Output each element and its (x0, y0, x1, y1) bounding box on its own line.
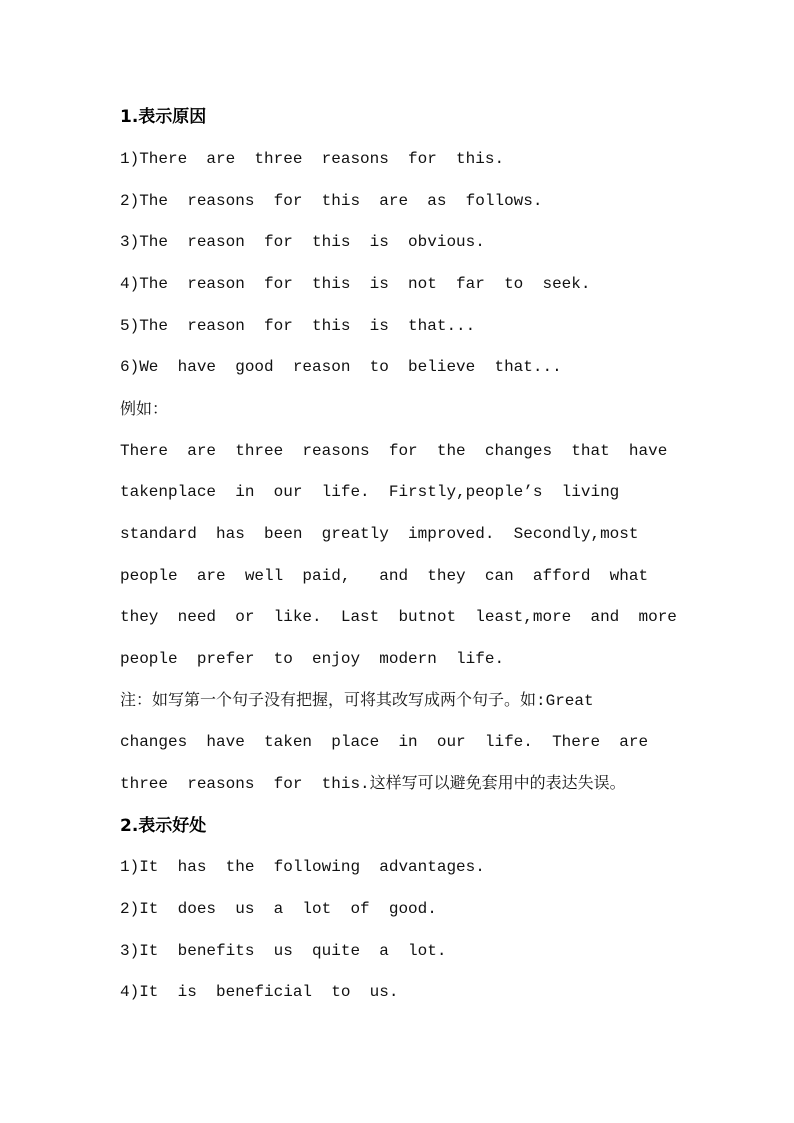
section2-heading: 2.表示好处 (120, 816, 207, 836)
example-line-4: people are well paid, and they can afford what (120, 567, 649, 585)
section1-item-3: 3)The reason for this is obvious. (120, 233, 485, 251)
note-line-2: changes have taken place in our life. There are (120, 733, 649, 751)
note-line-1: 注：如写第一个句子没有把握，可将其改写成两个句子。如:Great (120, 692, 594, 710)
section1-item-2: 2)The reasons for this are as follows. (120, 192, 543, 210)
section1-item-6: 6)We have good reason to believe that... (120, 358, 562, 376)
example-line-2: takenplace in our life. Firstly,people’s living (120, 483, 620, 501)
note-line-3: three reasons for this.这样写可以避免套用中的表达失误。 (120, 775, 626, 793)
section1-heading: 1.表示原因 (120, 107, 207, 127)
example-label: 例如： (120, 399, 169, 418)
example-line-6: people prefer to enjoy modern life. (120, 650, 505, 668)
example-line-5: they need or like. Last butnot least,more and more (120, 608, 677, 626)
example-line-1: There are three reasons for the changes that have (120, 442, 668, 460)
example-line-3: standard has been greatly improved. Secondly,most (120, 525, 639, 543)
section2-item-1: 1)It has the following advantages. (120, 858, 485, 876)
section2-item-3: 3)It benefits us quite a lot. (120, 942, 447, 960)
section2-item-2: 2)It does us a lot of good. (120, 900, 437, 918)
section1-item-4: 4)The reason for this is not far to seek. (120, 275, 591, 293)
section1-item-5: 5)The reason for this is that... (120, 317, 476, 335)
section1-item-1: 1)There are three reasons for this. (120, 150, 505, 168)
section2-item-4: 4)It is beneficial to us. (120, 983, 399, 1001)
